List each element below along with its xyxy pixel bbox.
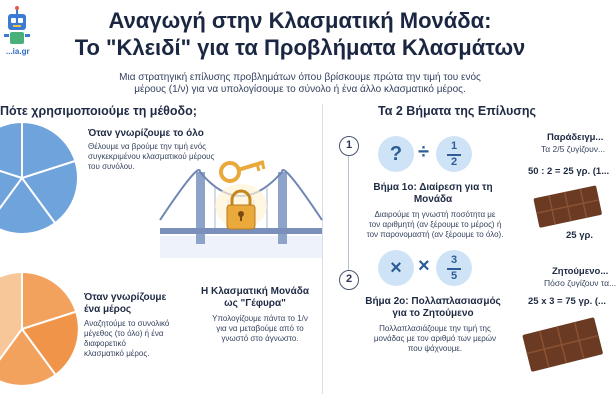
step2-text: Πολλαπλασιάζουμε την τιμή της μονάδας με τον αριθμό των μερών που ψάχνουμε.: [373, 324, 497, 353]
case1-title: Όταν γνωρίζουμε το όλο: [88, 128, 204, 139]
example1-result: 25 γρ.: [566, 230, 594, 241]
example2-calc: 25 x 3 = 75 γρ. (...: [528, 296, 606, 307]
column-divider: [322, 104, 323, 394]
page-title-line1: Αναγωγή στην Κλασματική Μονάδα:: [108, 8, 492, 33]
intro-line2: μέρους (1/ν) για να υπολογίσουμε το σύνολο ή ένα άλλο κλασματικό μέρος.: [134, 84, 466, 95]
steps-connector-line: [348, 156, 349, 272]
step2-title: Βήμα 2ο: Πολλαπλασιασμός για το Ζητούμενο: [365, 296, 501, 319]
example1-title: Παράδειγμ...: [547, 132, 604, 143]
part-pie-chart-icon: [0, 272, 82, 386]
chocolate-bar-large-icon: [522, 318, 600, 374]
case2-title: Όταν γνωρίζουμε ένα μέρος: [84, 292, 167, 315]
example2-line: Πόσο ζυγίζουν τα...: [544, 278, 616, 288]
bridge-text: Υπολογίζουμε πάντα το 1/ν για να μεταβούμε από το γνωστό στο άγνωστο.: [212, 314, 308, 343]
fraction-three-fifths-icon: 3 5: [436, 250, 472, 286]
whole-pie-chart-icon: [0, 122, 82, 234]
example2-title: Ζητούμενο...: [552, 266, 609, 277]
case2-text: Αναζητούμε το συνολικό μέγεθος (το όλο) ή ένα διαφορετικό κλασματικό μέρος.: [84, 319, 170, 358]
intro-line1: Μια στρατηγική επίλυσης προβλημάτων όπου βρίσκουμε πρώτα την τιμή του ενός: [119, 72, 481, 83]
example1-calc: 50 : 2 = 25 γρ. (1...: [528, 166, 610, 177]
step1-title: Βήμα 1ο: Διαίρεση για τη Μονάδα: [373, 182, 493, 205]
step1-text: Διαιρούμε τη γνωστή ποσότητα με τον αριθμητή (αν ξέρουμε το μέρος) ή τον παρονομαστή (αν ξέρουμε το όλο).: [366, 210, 504, 239]
right-section-heading: Τα 2 Βήματα της Επίλυσης: [378, 104, 536, 118]
example1-line: Τα 2/5 ζυγίζουν...: [541, 144, 606, 154]
case1-text: Θέλουμε να βρούμε την τιμή ενός συγκεκριμένου κλασματικού μέρους του συνόλου.: [88, 142, 215, 171]
bridge-illustration-icon: [160, 150, 322, 258]
divide-icon: ÷: [418, 141, 429, 163]
multiply-icon: ×: [418, 255, 430, 277]
left-section-heading: Πότε χρησιμοποιούμε τη μέθοδο;: [0, 104, 197, 118]
multiply-bubble-icon: ×: [378, 250, 414, 286]
step2-number: 2: [339, 270, 359, 290]
chocolate-bar-icon: [532, 186, 600, 230]
logo-text: ...ia.gr: [6, 47, 30, 56]
bridge-title: Η Κλασματική Μονάδα ως "Γέφυρα": [201, 286, 309, 309]
step1-number: 1: [339, 136, 359, 156]
question-mark-icon: ?: [378, 136, 414, 172]
page-title-line2: Το "Κλειδί" για τα Προβλήματα Κλασμάτων: [74, 35, 526, 60]
fraction-half-icon: 1 2: [436, 136, 472, 172]
